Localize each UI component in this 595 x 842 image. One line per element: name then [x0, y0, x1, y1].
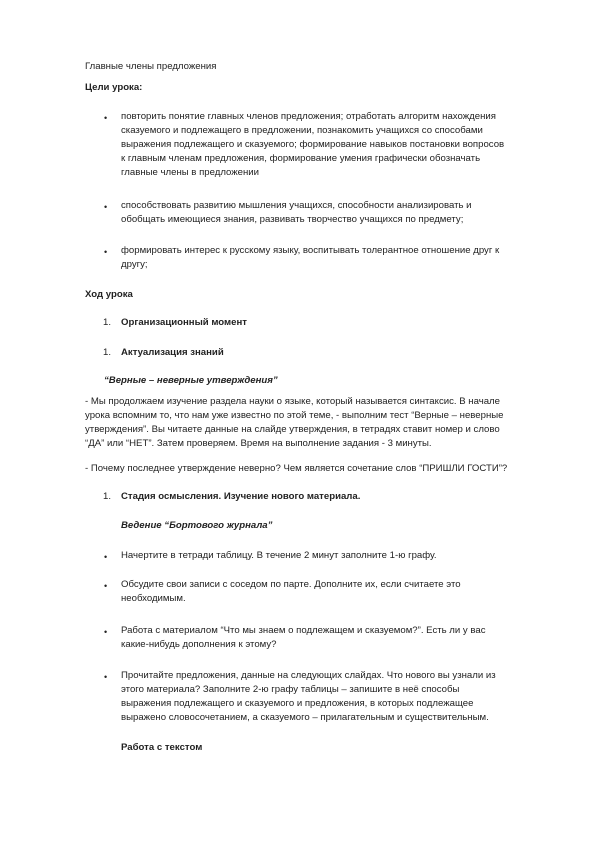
- goal-line: формировать интерес к русскому языку, воспитывать толерантное отношение друг к: [121, 245, 500, 256]
- task-line: необходимым.: [121, 593, 186, 604]
- task-line: Начертите в тетради таблицу. В течение 2 минут заполните 1-ю графу.: [121, 550, 437, 561]
- task-line: выражения подлежащего и сказуемого и предложения, в которых подлежащее: [121, 698, 474, 709]
- intro-paragraph: [85, 395, 504, 451]
- intro-line: - Мы продолжаем изучение раздела науки о языке, который называется синтаксис. В начале: [85, 396, 500, 407]
- goal-item-1: [121, 110, 504, 180]
- stage-organizational: Организационный момент: [121, 317, 247, 328]
- stage-number: 1.: [103, 317, 112, 328]
- goal-line: способствовать развитию мышления учащихся, способности анализировать и: [121, 200, 472, 211]
- task-item-4: [121, 669, 496, 725]
- task-item-1: [121, 549, 437, 563]
- goal-line: выражения подлежащего и сказуемого; формирование навыков постановки вопросов: [121, 139, 505, 150]
- stage-actualization: Актуализация знаний: [121, 347, 224, 358]
- goal-line: другу;: [121, 259, 148, 270]
- question-line: - Почему последнее утверждение неверно? Чем является сочетание слов “ПРИШЛИ ГОСТИ”?: [85, 463, 508, 474]
- text-work-heading: Работа с текстом: [121, 742, 203, 753]
- task-line: Обсудите свои записи с соседом по парте. Дополните их, если считаете это: [121, 579, 461, 590]
- goal-item-2: [121, 199, 472, 227]
- goal-line: обобщать имеющиеся знания, развивать творчество учащихся по предмету;: [121, 214, 464, 225]
- bullet-icon: •: [104, 581, 108, 591]
- intro-line: урока вспомним то, что нам уже известно по этой теме, - выполним тест “Верные – неверные: [85, 410, 504, 421]
- intro-line: утверждения”. Вы читаете данные на слайде утверждения, в тетрадях ставит номер и слово: [85, 424, 500, 435]
- course-heading: Ход урока: [85, 289, 133, 300]
- goal-line: к главным членам предложения, формирование умения графически обозначать: [121, 153, 481, 164]
- intro-line: “ДА” или “НЕТ”. Затем проверяем. Время на выполнение задания - 3 минуты.: [85, 438, 432, 449]
- task-line: какие-нибудь дополнения к этому?: [121, 639, 277, 650]
- stage-number: 1.: [103, 491, 112, 502]
- stage-number: 1.: [103, 347, 112, 358]
- task-line: Работа с материалом “Что мы знаем о подлежащем и сказуемом?”. Есть ли у вас: [121, 625, 486, 636]
- stage-comprehension: Стадия осмысления. Изучение нового материала.: [121, 491, 361, 502]
- bullet-icon: •: [104, 672, 108, 682]
- bullet-icon: •: [104, 113, 108, 123]
- journal-heading: Ведение “Бортового журнала”: [121, 520, 273, 531]
- bullet-icon: •: [104, 247, 108, 257]
- task-line: этого материала? Заполните 2-ю графу таблицы – запишите в неё способы: [121, 684, 460, 695]
- bullet-icon: •: [104, 627, 108, 637]
- task-line: Прочитайте предложения, данные на следующих слайдах. Что нового вы узнали из: [121, 670, 496, 681]
- task-item-2: [121, 578, 461, 606]
- true-false-heading: “Верные – неверные утверждения”: [104, 375, 278, 386]
- goal-line: повторить понятие главных членов предложения; отработать алгоритм нахождения: [121, 111, 496, 122]
- goal-item-3: [121, 244, 499, 272]
- goals-heading: Цели урока:: [85, 82, 143, 93]
- goal-line: сказуемого и подлежащего в предложении, познакомить учащихся со способами: [121, 125, 483, 136]
- document-title: Главные члены предложения: [85, 61, 217, 72]
- goal-line: главные члены в предложении: [121, 167, 260, 178]
- task-item-3: [121, 624, 486, 652]
- bullet-icon: •: [104, 552, 108, 562]
- bullet-icon: •: [104, 202, 108, 212]
- task-line: выражено словосочетанием, а сказуемого – прилагательным и существительным.: [121, 712, 489, 723]
